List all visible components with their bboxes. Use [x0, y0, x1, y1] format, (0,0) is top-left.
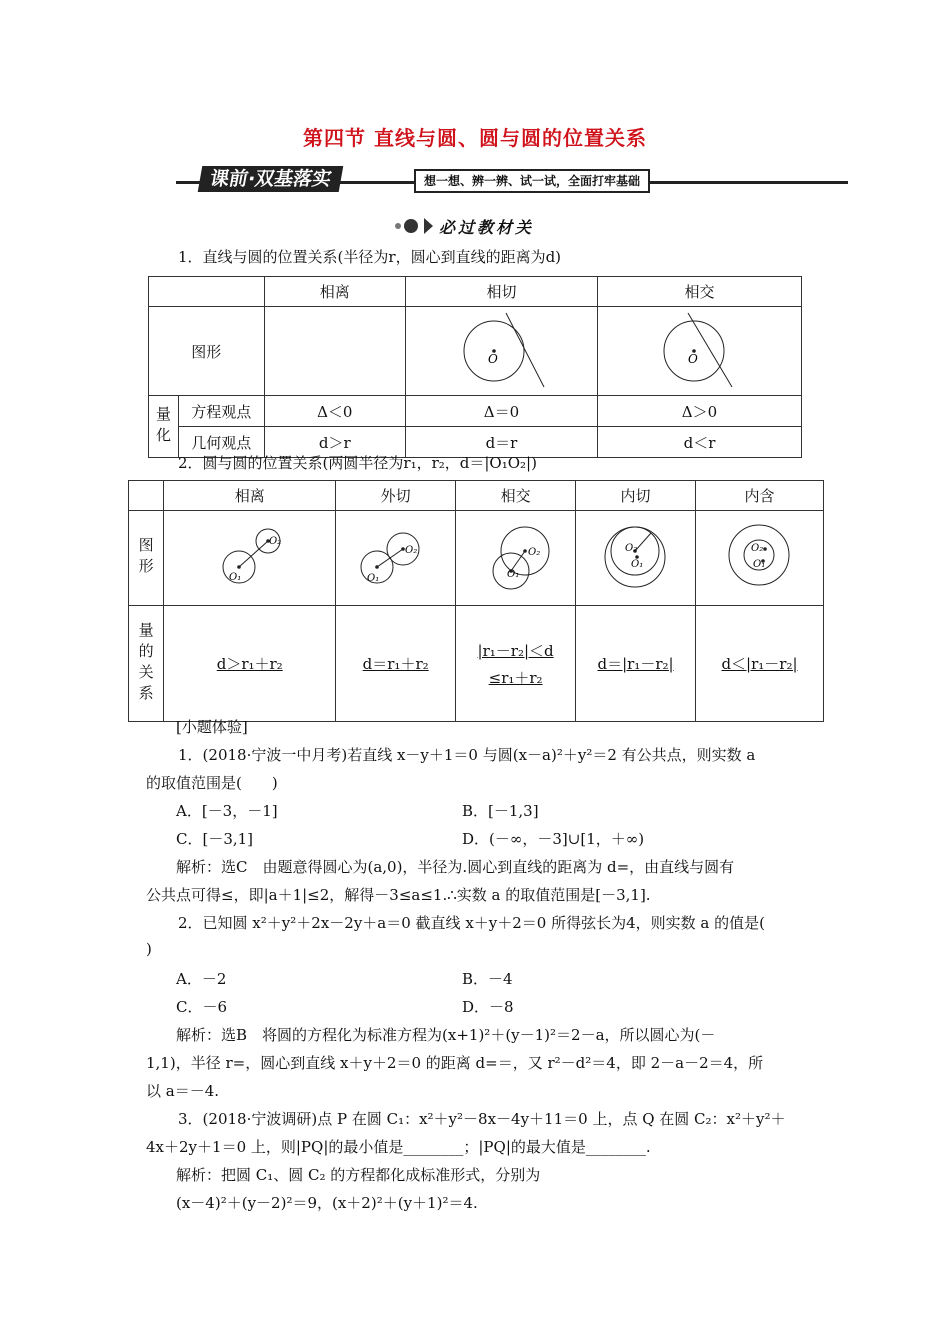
intersect-line-figure: [598, 307, 800, 391]
q3-text: 4x＋2y＋1＝0 上，则|PQ|的最小值是________；|PQ|的最大值是________.: [146, 1138, 651, 1156]
t1-row-quant: 量化: [149, 396, 179, 458]
q1-option: D．(－∞，－3]∪[1，＋∞): [462, 830, 645, 848]
o2-label: O₂: [624, 543, 637, 554]
t2-relation: d＞r₁＋r₂: [216, 655, 283, 673]
section1-heading: 1．直线与圆的位置关系(半径为r，圆心到直线的距离为d): [178, 248, 562, 266]
q2-text: 2．已知圆 x²＋y²＋2x－2y＋a＝0 截直线 x＋y＋2＝0 所得弦长为4，则实数 a 的值是(: [178, 914, 765, 932]
t1-geo-value: d＞r: [264, 427, 405, 458]
contained-circles-figure: [697, 511, 823, 601]
section2-heading: 2．圆与圆的位置关系(两圆半径为r₁，r₂，d＝|O₁O₂|): [178, 454, 537, 472]
t1-geo-value: d＝r: [405, 427, 597, 458]
t1-header: 相切: [405, 277, 597, 307]
q1-text: 的取值范围是( ): [146, 774, 278, 792]
q1-option: C．[－3,1]: [176, 830, 254, 848]
internal-tangent-figure: [577, 511, 695, 601]
o1-label: O₁: [366, 573, 379, 584]
q1-option: B．[－1,3]: [462, 802, 539, 820]
t2-figure-intersect: [456, 511, 576, 606]
t2-header: 内切: [576, 481, 696, 511]
o2-label: O₂: [527, 547, 540, 558]
o2-label: O₂: [750, 543, 763, 554]
t2-relation: d＜|r₁－r₂|: [721, 655, 798, 673]
q2-solution: 1,1)，半径 r=，圆心到直线 x＋y＋2＝0 的距离 d=＝，又 r²－d²＝4，即 2－a－2＝4，所: [146, 1054, 764, 1072]
t2-header: 内含: [696, 481, 824, 511]
q2-option: A．－2: [176, 970, 227, 988]
q2-text: ): [146, 940, 152, 958]
o1-label: O₁: [228, 572, 241, 583]
t2-relation: |r₁－r₂|＜d: [477, 641, 554, 660]
q2-solution: 解析：选B 将圆的方程化为标准方程为(x+1)²＋(y－1)²＝2－a，所以圆心为(－: [176, 1026, 716, 1044]
t1-eq-value: Δ＝0: [405, 396, 597, 427]
o1-label: O₁: [630, 559, 643, 570]
center-label: O: [688, 352, 699, 366]
subhead: [395, 214, 534, 238]
q1-text: 1．(2018·宁波一中月考)若直线 x－y＋1＝0 与圆(x－a)²＋y²＝2 有公共点，则实数 a: [178, 746, 756, 764]
q3-solution: (x－4)²＋(y－2)²＝9，(x＋2)²＋(y＋1)²＝4.: [176, 1194, 478, 1212]
line-circle-table: [148, 276, 802, 458]
arrow-icon: [424, 218, 433, 234]
t1-figure-intersect: [597, 307, 801, 396]
o1-label: O₁: [752, 559, 765, 570]
t1-header: 相交: [597, 277, 801, 307]
t2-relation: ≤r₁＋r₂: [488, 668, 543, 687]
t2-figure-external: [336, 511, 456, 606]
q1-solution: 公共点可得≤，即|a＋1|≤2，解得－3≤a≤1.∴实数 a 的取值范围是[－3,1].: [146, 886, 651, 904]
tangent-line-figure: [406, 307, 596, 391]
practice-label: [小题体验]: [176, 718, 248, 736]
t2-figure-contain: [696, 511, 824, 606]
t2-header: 外切: [336, 481, 456, 511]
section-banner: [176, 166, 848, 192]
intersecting-circles-figure: [457, 511, 575, 601]
bullet-dots-icon: [395, 219, 418, 233]
q1-option: A．[－3，－1]: [176, 802, 278, 820]
banner-subtitle: 想一想、辨一辨、试一试，全面打牢基础: [414, 169, 650, 193]
t1-eq-value: Δ＜0: [264, 396, 405, 427]
t2-relation: d＝r₁＋r₂: [362, 655, 429, 673]
t2-row-figure: 图形: [129, 511, 164, 606]
subhead-text: 必过教材关: [439, 217, 535, 237]
t1-geo-value: d＜r: [597, 427, 801, 458]
t1-figure-tangent: [405, 307, 597, 396]
o1-label: O₁: [506, 569, 519, 580]
t2-figure-internal: [576, 511, 696, 606]
q2-option: C．－6: [176, 998, 228, 1016]
t1-row-eq: 方程观点: [178, 396, 264, 427]
o2-label: O₂: [404, 545, 417, 556]
t1-header: 相离: [264, 277, 405, 307]
t1-row-figure: 图形: [149, 307, 265, 396]
q3-solution: 解析：把圆 C₁、圆 C₂ 的方程都化成标准形式，分别为: [176, 1166, 541, 1184]
circle-circle-table: [128, 480, 824, 722]
q2-solution: 以 a＝－4.: [146, 1082, 220, 1100]
t2-relation: d＝|r₁－r₂|: [597, 655, 674, 673]
t1-figure-separate: [264, 307, 405, 396]
t2-row-quant: 量的关系: [129, 606, 164, 722]
external-tangent-figure: [337, 511, 455, 601]
t2-header: 相交: [456, 481, 576, 511]
page-title: 第四节 直线与圆、圆与圆的位置关系: [303, 126, 647, 150]
t1-eq-value: Δ＞0: [597, 396, 801, 427]
t2-header: 相离: [164, 481, 336, 511]
o2-label: O₂: [268, 536, 281, 547]
t2-figure-separate: [164, 511, 336, 606]
q1-solution: 解析：选C 由题意得圆心为(a,0)，半径为.圆心到直线的距离为 d=，由直线与圆有: [176, 858, 735, 876]
t1-row-geo: 几何观点: [178, 427, 264, 458]
center-label: O: [488, 352, 499, 366]
q2-option: D．－8: [462, 998, 514, 1016]
separate-circles-figure: [165, 511, 335, 601]
q3-text: 3．(2018·宁波调研)点 P 在圆 C₁：x²＋y²－8x－4y＋11＝0 上，点 Q 在圆 C₂：x²＋y²＋: [178, 1110, 786, 1128]
q2-option: B．－4: [462, 970, 513, 988]
banner-tag: 课前·双基落实: [198, 166, 344, 192]
